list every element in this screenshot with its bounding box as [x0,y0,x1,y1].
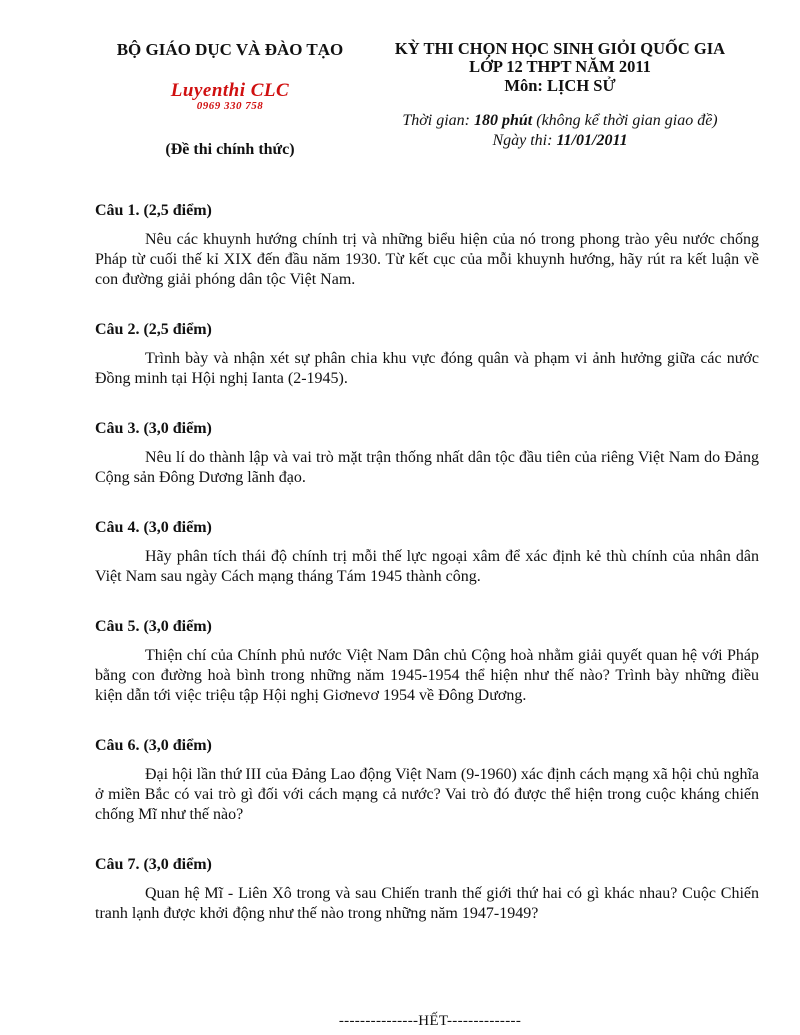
exam-duration [380,111,740,131]
question-body: Trình bày và nhận xét sự phân chia khu vực đóng quân và phạm vi ảnh hưởng giữa các nước Đồng minh tại Hội nghị Ianta (2-1945). [95,350,759,387]
time-value: 180 phút [474,112,533,129]
exam-title: KỲ THI CHỌN HỌC SINH GIỎI QUỐC GIA [394,39,726,58]
question-4 [95,518,759,587]
question-body: Nêu các khuynh hướng chính trị và những biểu hiện của nó trong phong trào yêu nước chống Pháp từ cuối thế kỉ XIX đến đầu năm 1930. Từ kết cục của mỗi khuynh hướng, hãy rút ra kết luận về con đường giải phóng dân tộc Việt Nam. [95,231,759,288]
question-title: Câu 3. (3,0 điểm) [95,420,212,437]
question-title: Câu 2. (2,5 điểm) [95,321,212,338]
question-list [95,201,759,954]
date-prefix: Ngày thi: [492,132,553,149]
question-title: Câu 4. (3,0 điểm) [95,519,212,536]
question-body: Quan hệ Mĩ - Liên Xô trong và sau Chiến tranh thế giới thứ hai có gì khác nhau? Cuộc Chiến tranh lạnh được khởi động như thế nào trong những năm 1947-1949? [95,885,759,922]
time-prefix: Thời gian: [402,112,470,129]
question-body: Hãy phân tích thái độ chính trị mỗi thế lực ngoại xâm để xác định kẻ thù chính của nhân dân Việt Nam sau ngày Cách mạng tháng Tám 1945 thành công. [95,548,759,585]
exam-grade: LỚP 12 THPT NĂM 2011 [469,57,651,76]
question-3 [95,419,759,488]
logo-name: Luyenthi CLC [170,80,290,101]
ministry-name: BỘ GIÁO DỤC VÀ ĐÀO TẠO [116,40,344,59]
header-left [100,40,360,159]
question-6 [95,736,759,825]
question-body: Đại hội lần thứ III của Đảng Lao động Việt Nam (9-1960) xác định cách mạng xã hội chủ nghĩa ở miền Bắc có vai trò gì đối với cách mạng cả nước? Vai trò đó được thể hiện trong cuộc kháng chiến chống Mĩ như thế nào? [95,766,759,823]
question-2 [95,320,759,389]
question-title: Câu 6. (3,0 điểm) [95,737,212,754]
exam-date [380,131,740,151]
time-suffix: (không kể thời gian giao đề) [536,112,718,129]
question-1 [95,201,759,290]
question-title: Câu 7. (3,0 điểm) [95,856,212,873]
question-title: Câu 1. (2,5 điểm) [95,202,212,219]
date-value: 11/01/2011 [556,132,628,149]
exam-subject: Môn: LỊCH SỬ [504,76,616,95]
question-body: Thiện chí của Chính phủ nước Việt Nam Dân chủ Cộng hoà nhằm giải quyết quan hệ với Pháp bằng con đường hoà bình trong những năm 1945-1954 thể hiện như thế nào? Trình bày những điều kiện dẫn tới việc triệu tập Hội nghị Giơnevơ 1954 về Đông Dương. [95,647,759,704]
question-7 [95,855,759,924]
question-title: Câu 5. (3,0 điểm) [95,618,212,635]
question-5 [95,617,759,706]
header-right [380,40,740,151]
end-marker: ---------------HẾT-------------- [338,1013,522,1029]
luyenthi-logo [171,82,289,112]
question-body: Nêu lí do thành lập và vai trò mặt trận thống nhất dân tộc đầu tiên của riêng Việt Nam do Đảng Cộng sản Đông Dương lãnh đạo. [95,449,759,486]
official-label: (Đề thi chính thức) [165,141,295,158]
logo-phone: 0969 330 758 [196,100,264,112]
